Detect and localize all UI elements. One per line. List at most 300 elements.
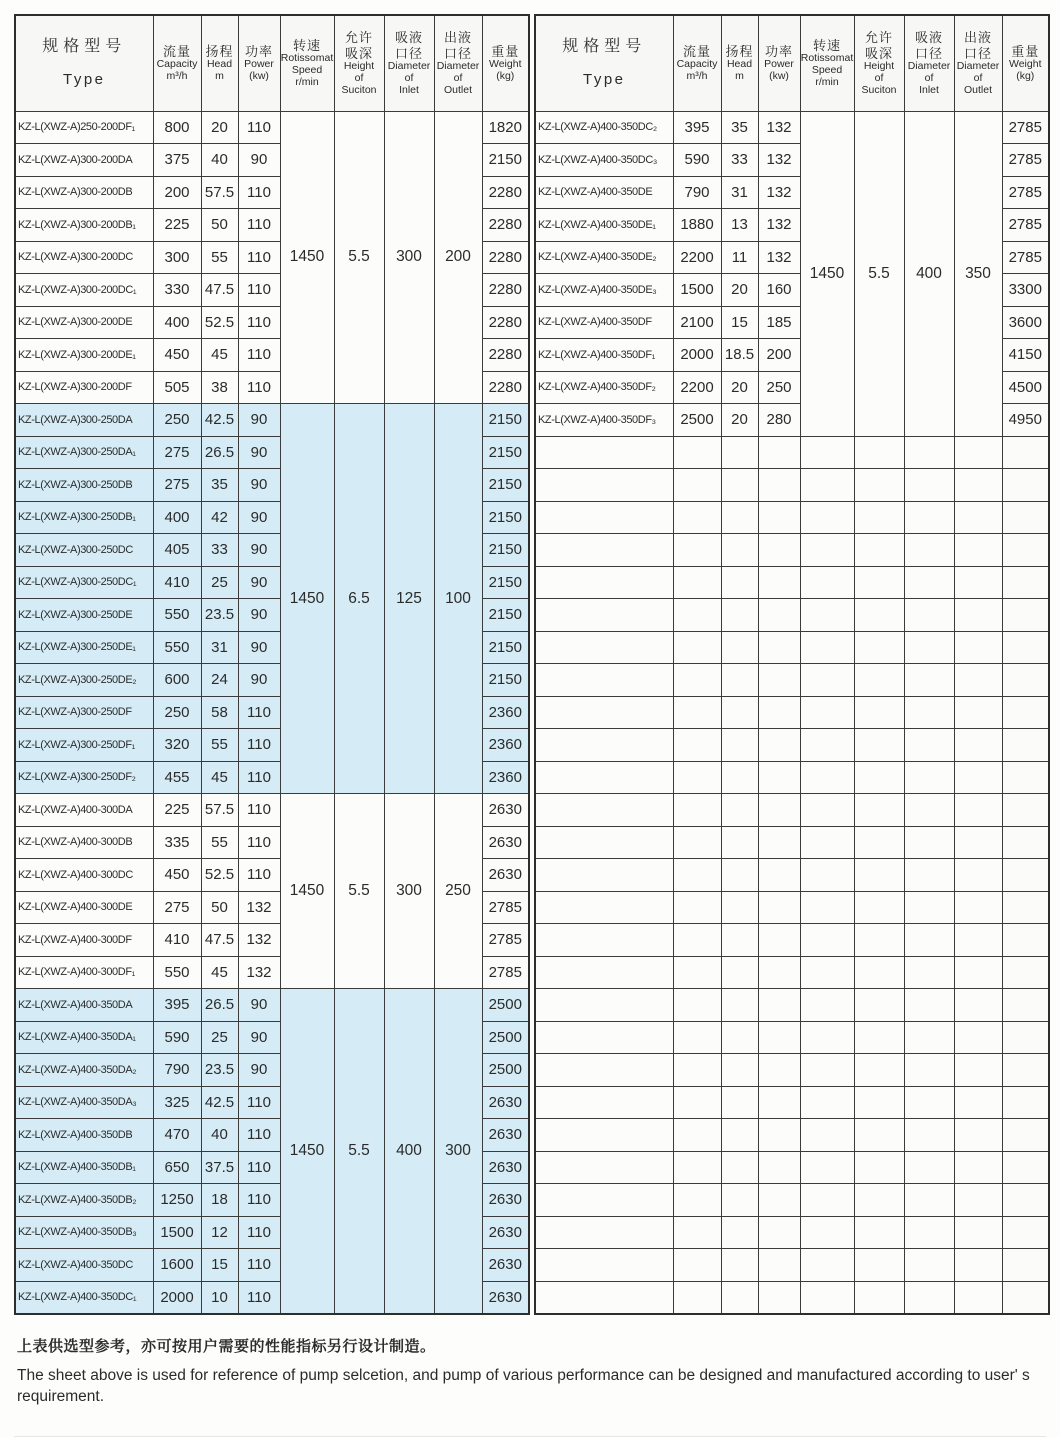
header-line: Height <box>863 60 895 73</box>
empty-cell <box>854 1086 904 1119</box>
empty-row <box>535 826 1049 859</box>
empty-cell <box>721 1151 758 1184</box>
header-line: Capacity <box>156 58 198 71</box>
cell-capacity: 600 <box>153 664 201 697</box>
cell-head: 55 <box>201 241 238 274</box>
empty-cell <box>954 956 1002 989</box>
empty-cell <box>721 436 758 469</box>
cell-type: KZ-L(XWZ-A)300-200DE <box>15 306 153 339</box>
empty-cell <box>673 1086 721 1119</box>
cell-power: 110 <box>238 729 280 762</box>
cell-weight: 4150 <box>1002 339 1049 372</box>
col-header-suction-height <box>854 15 904 111</box>
empty-cell <box>854 1216 904 1249</box>
cell-power: 110 <box>238 241 280 274</box>
cell-weight: 2280 <box>482 241 529 274</box>
empty-cell <box>535 696 673 729</box>
header-line: 重量 <box>1011 43 1040 59</box>
cell-weight: 2150 <box>482 144 529 177</box>
cell-power: 110 <box>238 1119 280 1152</box>
empty-cell <box>1002 1021 1049 1054</box>
empty-cell <box>800 1086 854 1119</box>
empty-cell <box>800 729 854 762</box>
empty-cell <box>904 826 954 859</box>
cell-type: KZ-L(XWZ-A)400-350DC₃ <box>535 144 673 177</box>
cell-inlet-diameter: 400 <box>384 989 434 1314</box>
cell-capacity: 505 <box>153 371 201 404</box>
header-line: Head <box>726 58 753 71</box>
cell-type: KZ-L(XWZ-A)400-300DF₁ <box>15 956 153 989</box>
cell-type: KZ-L(XWZ-A)400-300DA <box>15 794 153 827</box>
empty-cell <box>904 1281 954 1314</box>
empty-cell <box>954 761 1002 794</box>
cell-power: 132 <box>238 891 280 924</box>
cell-power: 185 <box>758 306 800 339</box>
empty-cell <box>673 924 721 957</box>
cell-type: KZ-L(XWZ-A)400-350DB₂ <box>15 1184 153 1217</box>
col-header-capacity <box>673 15 721 111</box>
cell-power: 110 <box>238 794 280 827</box>
cell-head: 52.5 <box>201 859 238 892</box>
cell-suction-height: 6.5 <box>334 404 384 794</box>
empty-cell <box>535 599 673 632</box>
cell-power: 110 <box>238 859 280 892</box>
empty-cell <box>1002 989 1049 1022</box>
empty-cell <box>758 1184 800 1217</box>
cell-head: 57.5 <box>201 176 238 209</box>
col-header-type <box>15 15 153 111</box>
cell-capacity: 790 <box>153 1054 201 1087</box>
cell-weight: 2150 <box>482 534 529 567</box>
empty-cell <box>954 566 1002 599</box>
cell-type: KZ-L(XWZ-A)400-300DB <box>15 826 153 859</box>
table-row <box>15 794 529 827</box>
empty-cell <box>1002 599 1049 632</box>
cell-head: 33 <box>201 534 238 567</box>
cell-type: KZ-L(XWZ-A)400-350DE₂ <box>535 241 673 274</box>
cell-weight: 2500 <box>482 1021 529 1054</box>
empty-cell <box>758 469 800 502</box>
cell-power: 90 <box>238 566 280 599</box>
cell-capacity: 320 <box>153 729 201 762</box>
empty-cell <box>800 631 854 664</box>
cell-head: 37.5 <box>201 1151 238 1184</box>
empty-cell <box>800 436 854 469</box>
cell-inlet-diameter: 300 <box>384 111 434 404</box>
cell-head: 31 <box>721 176 758 209</box>
empty-cell <box>758 436 800 469</box>
cell-power: 110 <box>238 111 280 144</box>
empty-cell <box>758 729 800 762</box>
empty-cell <box>854 1281 904 1314</box>
header-line: (kg) <box>1016 70 1035 83</box>
empty-cell <box>535 631 673 664</box>
header-line: 口径 <box>443 45 472 61</box>
cell-head: 40 <box>201 144 238 177</box>
empty-row <box>535 1184 1049 1217</box>
header-line: 扬程 <box>725 43 754 59</box>
empty-cell <box>954 1021 1002 1054</box>
empty-cell <box>673 859 721 892</box>
empty-cell <box>673 1184 721 1217</box>
empty-row <box>535 1281 1049 1314</box>
cell-head: 40 <box>201 1119 238 1152</box>
empty-cell <box>1002 566 1049 599</box>
cell-power: 90 <box>238 144 280 177</box>
empty-row <box>535 566 1049 599</box>
col-header-inlet-diameter <box>384 15 434 111</box>
cell-weight: 2500 <box>482 989 529 1022</box>
header-line: Capacity <box>676 58 718 71</box>
empty-cell <box>721 729 758 762</box>
cell-power: 110 <box>238 1184 280 1217</box>
cell-weight: 2150 <box>482 501 529 534</box>
empty-row <box>535 1054 1049 1087</box>
empty-cell <box>800 1184 854 1217</box>
header-line: Outlet <box>963 83 992 96</box>
empty-cell <box>721 989 758 1022</box>
empty-cell <box>904 794 954 827</box>
empty-cell <box>1002 631 1049 664</box>
empty-cell <box>854 436 904 469</box>
empty-cell <box>721 1216 758 1249</box>
cell-head: 55 <box>201 826 238 859</box>
cell-speed: 1450 <box>800 111 854 436</box>
header-line: (kw) <box>249 70 269 83</box>
cell-outlet-diameter: 100 <box>434 404 482 794</box>
empty-cell <box>758 989 800 1022</box>
header-line: Speed <box>291 64 323 77</box>
empty-cell <box>673 1151 721 1184</box>
cell-type: KZ-L(XWZ-A)400-350DF₁ <box>535 339 673 372</box>
cell-weight: 2150 <box>482 566 529 599</box>
empty-cell <box>954 794 1002 827</box>
empty-cell <box>758 501 800 534</box>
cell-head: 23.5 <box>201 1054 238 1087</box>
cell-type: KZ-L(XWZ-A)300-250DA₁ <box>15 436 153 469</box>
empty-cell <box>1002 1054 1049 1087</box>
cell-suction-height: 5.5 <box>334 794 384 989</box>
cell-head: 24 <box>201 664 238 697</box>
cell-type: KZ-L(XWZ-A)300-250DC <box>15 534 153 567</box>
empty-cell <box>854 729 904 762</box>
empty-cell <box>1002 436 1049 469</box>
cell-weight: 2785 <box>1002 209 1049 242</box>
empty-cell <box>904 761 954 794</box>
empty-cell <box>800 1249 854 1282</box>
empty-cell <box>954 1054 1002 1087</box>
empty-cell <box>854 664 904 697</box>
empty-cell <box>800 1216 854 1249</box>
cell-weight: 2630 <box>482 1151 529 1184</box>
empty-cell <box>758 891 800 924</box>
empty-cell <box>721 501 758 534</box>
cell-power: 90 <box>238 1021 280 1054</box>
header-line: Head <box>206 58 233 71</box>
header-line: 口径 <box>963 45 992 61</box>
empty-cell <box>673 1249 721 1282</box>
cell-capacity: 550 <box>153 599 201 632</box>
cell-weight: 2150 <box>482 631 529 664</box>
cell-power: 200 <box>758 339 800 372</box>
empty-cell <box>535 534 673 567</box>
cell-power: 90 <box>238 501 280 534</box>
table-row <box>535 111 1049 144</box>
cell-weight: 2360 <box>482 761 529 794</box>
cell-head: 31 <box>201 631 238 664</box>
empty-cell <box>673 1021 721 1054</box>
header-line: r/min <box>815 75 839 88</box>
empty-cell <box>535 469 673 502</box>
cell-head: 18 <box>201 1184 238 1217</box>
header-line: 规格型号 <box>42 38 127 56</box>
empty-row <box>535 631 1049 664</box>
cell-power: 90 <box>238 664 280 697</box>
empty-cell <box>758 631 800 664</box>
empty-cell <box>854 989 904 1022</box>
header-line: 扬程 <box>205 43 234 59</box>
cell-type: KZ-L(XWZ-A)400-350DA₂ <box>15 1054 153 1087</box>
cell-capacity: 405 <box>153 534 201 567</box>
col-header-outlet-diameter <box>434 15 482 111</box>
cell-power: 90 <box>238 599 280 632</box>
empty-cell <box>535 1216 673 1249</box>
empty-cell <box>673 664 721 697</box>
header-line: 出液 <box>443 30 472 46</box>
footer-note-cn: 上表供选型参考，亦可按用户需要的性能指标另行设计制造。 <box>17 1337 436 1355</box>
empty-cell <box>673 436 721 469</box>
empty-cell <box>854 859 904 892</box>
empty-cell <box>1002 696 1049 729</box>
cell-head: 45 <box>201 761 238 794</box>
cell-capacity: 410 <box>153 566 201 599</box>
header-line: 功率 <box>764 43 793 59</box>
footer-note-en: The sheet above is used for reference of pump selcetion, and pump of various performance can be designed and manufactured according to user' s requirement. <box>17 1366 1030 1406</box>
empty-cell <box>1002 664 1049 697</box>
empty-cell <box>1002 1119 1049 1152</box>
cell-head: 11 <box>721 241 758 274</box>
header-line: 流量 <box>682 43 711 59</box>
cell-type: KZ-L(XWZ-A)400-350DF <box>535 306 673 339</box>
header-line: Type <box>582 71 626 89</box>
cell-head: 47.5 <box>201 924 238 957</box>
cell-type: KZ-L(XWZ-A)300-250DF <box>15 696 153 729</box>
empty-cell <box>1002 1216 1049 1249</box>
empty-cell <box>854 599 904 632</box>
cell-weight: 2630 <box>482 1119 529 1152</box>
header-line: Power <box>764 58 794 71</box>
empty-cell <box>800 599 854 632</box>
empty-cell <box>721 956 758 989</box>
cell-capacity: 1600 <box>153 1249 201 1282</box>
empty-cell <box>800 989 854 1022</box>
empty-cell <box>904 859 954 892</box>
cell-power: 110 <box>238 826 280 859</box>
empty-cell <box>954 1151 1002 1184</box>
empty-cell <box>758 924 800 957</box>
cell-suction-height: 5.5 <box>334 989 384 1314</box>
cell-power: 110 <box>238 176 280 209</box>
empty-cell <box>673 599 721 632</box>
empty-cell <box>535 664 673 697</box>
cell-weight: 2280 <box>482 274 529 307</box>
col-header-speed <box>800 15 854 111</box>
empty-row <box>535 729 1049 762</box>
cell-weight: 2150 <box>482 664 529 697</box>
empty-cell <box>535 794 673 827</box>
empty-cell <box>758 1054 800 1087</box>
cell-head: 58 <box>201 696 238 729</box>
empty-cell <box>1002 1086 1049 1119</box>
empty-cell <box>673 956 721 989</box>
empty-cell <box>854 1054 904 1087</box>
empty-cell <box>1002 761 1049 794</box>
empty-cell <box>954 599 1002 632</box>
cell-weight: 2630 <box>482 826 529 859</box>
empty-cell <box>673 891 721 924</box>
cell-head: 20 <box>721 371 758 404</box>
cell-head: 18.5 <box>721 339 758 372</box>
cell-capacity: 2200 <box>673 241 721 274</box>
cell-weight: 2280 <box>482 371 529 404</box>
empty-cell <box>904 1249 954 1282</box>
empty-cell <box>954 1281 1002 1314</box>
cell-capacity: 225 <box>153 794 201 827</box>
empty-cell <box>673 1054 721 1087</box>
cell-inlet-diameter: 125 <box>384 404 434 794</box>
cell-type: KZ-L(XWZ-A)300-250DF₁ <box>15 729 153 762</box>
cell-head: 26.5 <box>201 436 238 469</box>
cell-type: KZ-L(XWZ-A)400-350DE <box>535 176 673 209</box>
cell-head: 42 <box>201 501 238 534</box>
empty-cell <box>954 989 1002 1022</box>
cell-capacity: 2000 <box>673 339 721 372</box>
cell-type: KZ-L(XWZ-A)400-350DC <box>15 1249 153 1282</box>
empty-cell <box>673 1119 721 1152</box>
header-line: 规格型号 <box>562 38 647 56</box>
col-header-head <box>201 15 238 111</box>
empty-cell <box>535 1249 673 1282</box>
empty-cell <box>758 664 800 697</box>
cell-speed: 1450 <box>280 794 334 989</box>
cell-head: 12 <box>201 1216 238 1249</box>
cell-weight: 2785 <box>482 891 529 924</box>
cell-head: 45 <box>201 956 238 989</box>
header-line: m³/h <box>166 70 188 83</box>
col-header-weight <box>1002 15 1049 111</box>
empty-cell <box>721 1086 758 1119</box>
empty-cell <box>954 1184 1002 1217</box>
cell-type: KZ-L(XWZ-A)300-200DB₁ <box>15 209 153 242</box>
empty-cell <box>758 696 800 729</box>
cell-capacity: 650 <box>153 1151 201 1184</box>
cell-power: 110 <box>238 1216 280 1249</box>
empty-cell <box>721 469 758 502</box>
cell-weight: 4950 <box>1002 404 1049 437</box>
header-line: Suciton <box>341 83 377 96</box>
empty-cell <box>904 989 954 1022</box>
cell-capacity: 2500 <box>673 404 721 437</box>
cell-outlet-diameter: 250 <box>434 794 482 989</box>
cell-power: 280 <box>758 404 800 437</box>
col-header-power <box>758 15 800 111</box>
table-body <box>15 111 529 1314</box>
empty-cell <box>800 566 854 599</box>
cell-head: 50 <box>201 209 238 242</box>
cell-type: KZ-L(XWZ-A)300-200DA <box>15 144 153 177</box>
header-line: of <box>453 71 463 84</box>
cell-head: 42.5 <box>201 1086 238 1119</box>
empty-cell <box>535 729 673 762</box>
empty-cell <box>854 956 904 989</box>
empty-cell <box>535 501 673 534</box>
cell-type: KZ-L(XWZ-A)300-250DE₁ <box>15 631 153 664</box>
cell-power: 110 <box>238 306 280 339</box>
cell-head: 52.5 <box>201 306 238 339</box>
empty-cell <box>1002 794 1049 827</box>
cell-type: KZ-L(XWZ-A)300-250DA <box>15 404 153 437</box>
cell-capacity: 330 <box>153 274 201 307</box>
empty-cell <box>904 956 954 989</box>
cell-weight: 2630 <box>482 1086 529 1119</box>
cell-capacity: 395 <box>153 989 201 1022</box>
header-line: Rotissomat <box>280 52 334 65</box>
header-line: 吸液 <box>914 30 943 46</box>
header-line: r/min <box>295 75 319 88</box>
empty-cell <box>954 631 1002 664</box>
empty-cell <box>954 826 1002 859</box>
cell-power: 110 <box>238 1151 280 1184</box>
empty-cell <box>535 956 673 989</box>
empty-cell <box>954 696 1002 729</box>
empty-cell <box>535 924 673 957</box>
cell-power: 110 <box>238 339 280 372</box>
empty-cell <box>904 566 954 599</box>
empty-cell <box>673 1216 721 1249</box>
empty-cell <box>535 1119 673 1152</box>
cell-head: 20 <box>721 274 758 307</box>
empty-cell <box>904 534 954 567</box>
empty-cell <box>673 696 721 729</box>
header-line: m <box>735 70 744 83</box>
cell-type: KZ-L(XWZ-A)400-350DB <box>15 1119 153 1152</box>
table-row <box>15 989 529 1022</box>
cell-type: KZ-L(XWZ-A)400-350DC₁ <box>15 1281 153 1314</box>
empty-cell <box>535 989 673 1022</box>
cell-type: KZ-L(XWZ-A)300-250DC₁ <box>15 566 153 599</box>
cell-capacity: 400 <box>153 306 201 339</box>
cell-weight: 2280 <box>482 306 529 339</box>
empty-row <box>535 436 1049 469</box>
header-line: 允许 <box>864 30 893 46</box>
header-line: Height <box>343 60 375 73</box>
empty-cell <box>535 761 673 794</box>
empty-cell <box>854 924 904 957</box>
empty-cell <box>721 891 758 924</box>
empty-cell <box>954 664 1002 697</box>
col-header-type <box>535 15 673 111</box>
cell-head: 20 <box>201 111 238 144</box>
col-header-speed <box>280 15 334 111</box>
header-line: Weight <box>489 58 522 71</box>
cell-weight: 2360 <box>482 696 529 729</box>
cell-type: KZ-L(XWZ-A)400-350DA₃ <box>15 1086 153 1119</box>
cell-inlet-diameter: 300 <box>384 794 434 989</box>
empty-cell <box>800 794 854 827</box>
table-row <box>15 404 529 437</box>
empty-cell <box>800 1281 854 1314</box>
empty-row <box>535 534 1049 567</box>
